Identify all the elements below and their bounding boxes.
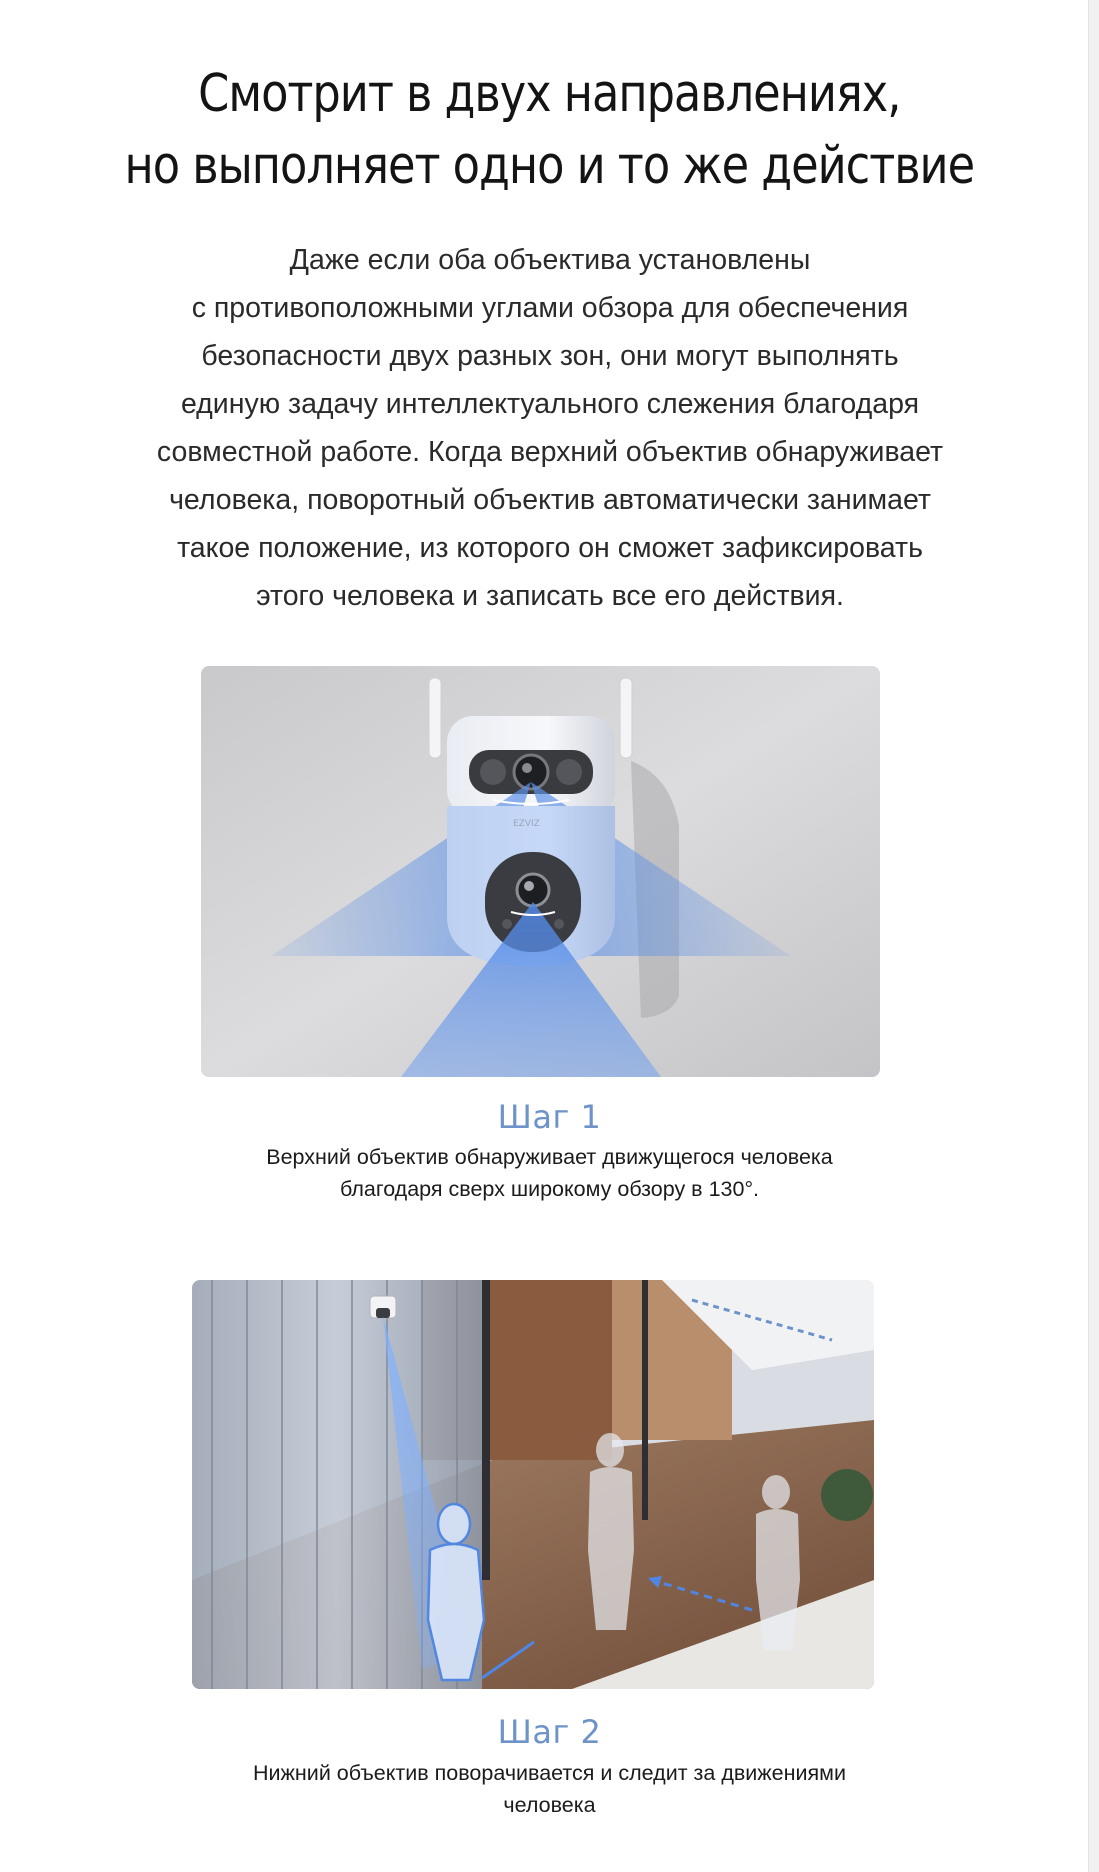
intro-paragraph: [90, 236, 1010, 620]
intro-line: единую задачу интеллектуального слежения благодаря: [180, 388, 920, 420]
page-scrollbar[interactable]: [1088, 0, 1099, 1872]
step-2-caption-line: человека: [503, 1793, 596, 1817]
intro-line: человека, поворотный объектив автоматически занимает: [169, 484, 931, 516]
step-2-title: Шаг 2: [497, 1713, 602, 1751]
patio-tracking-scene-image: [192, 1280, 874, 1689]
intro-line: совместной работе. Когда верхний объектив обнаруживает: [156, 436, 944, 468]
intro-line: безопасности двух разных зон, они могут выполнять: [201, 340, 899, 372]
camera-dual-lens-fov-image: [201, 666, 880, 1077]
step-1-caption: [0, 1141, 1099, 1205]
intro-line: с противоположными углами обзора для обеспечения: [191, 292, 909, 324]
step-2-caption-line: Нижний объектив поворачивается и следит за движениями: [253, 1761, 846, 1785]
step-1-caption-line: благодаря сверх широкому обзору в 130°.: [339, 1177, 760, 1201]
intro-line: такое положение, из которого он сможет зафиксировать: [177, 532, 923, 564]
feature-headline: [77, 58, 1022, 202]
step-1-title: Шаг 1: [497, 1098, 602, 1136]
headline-line-2: но выполняет одно и то же действие: [124, 136, 975, 196]
intro-line: Даже если оба объектива установлены: [289, 244, 811, 276]
camera-logo: EZVIZ: [513, 819, 540, 829]
step-1-caption-line: Верхний объектив обнаруживает движущегося человека: [266, 1145, 833, 1169]
step-2-caption: [0, 1757, 1099, 1821]
headline-line-1: Смотрит в двух направлениях,: [198, 64, 901, 124]
intro-line: этого человека и записать все его действия.: [256, 580, 844, 612]
